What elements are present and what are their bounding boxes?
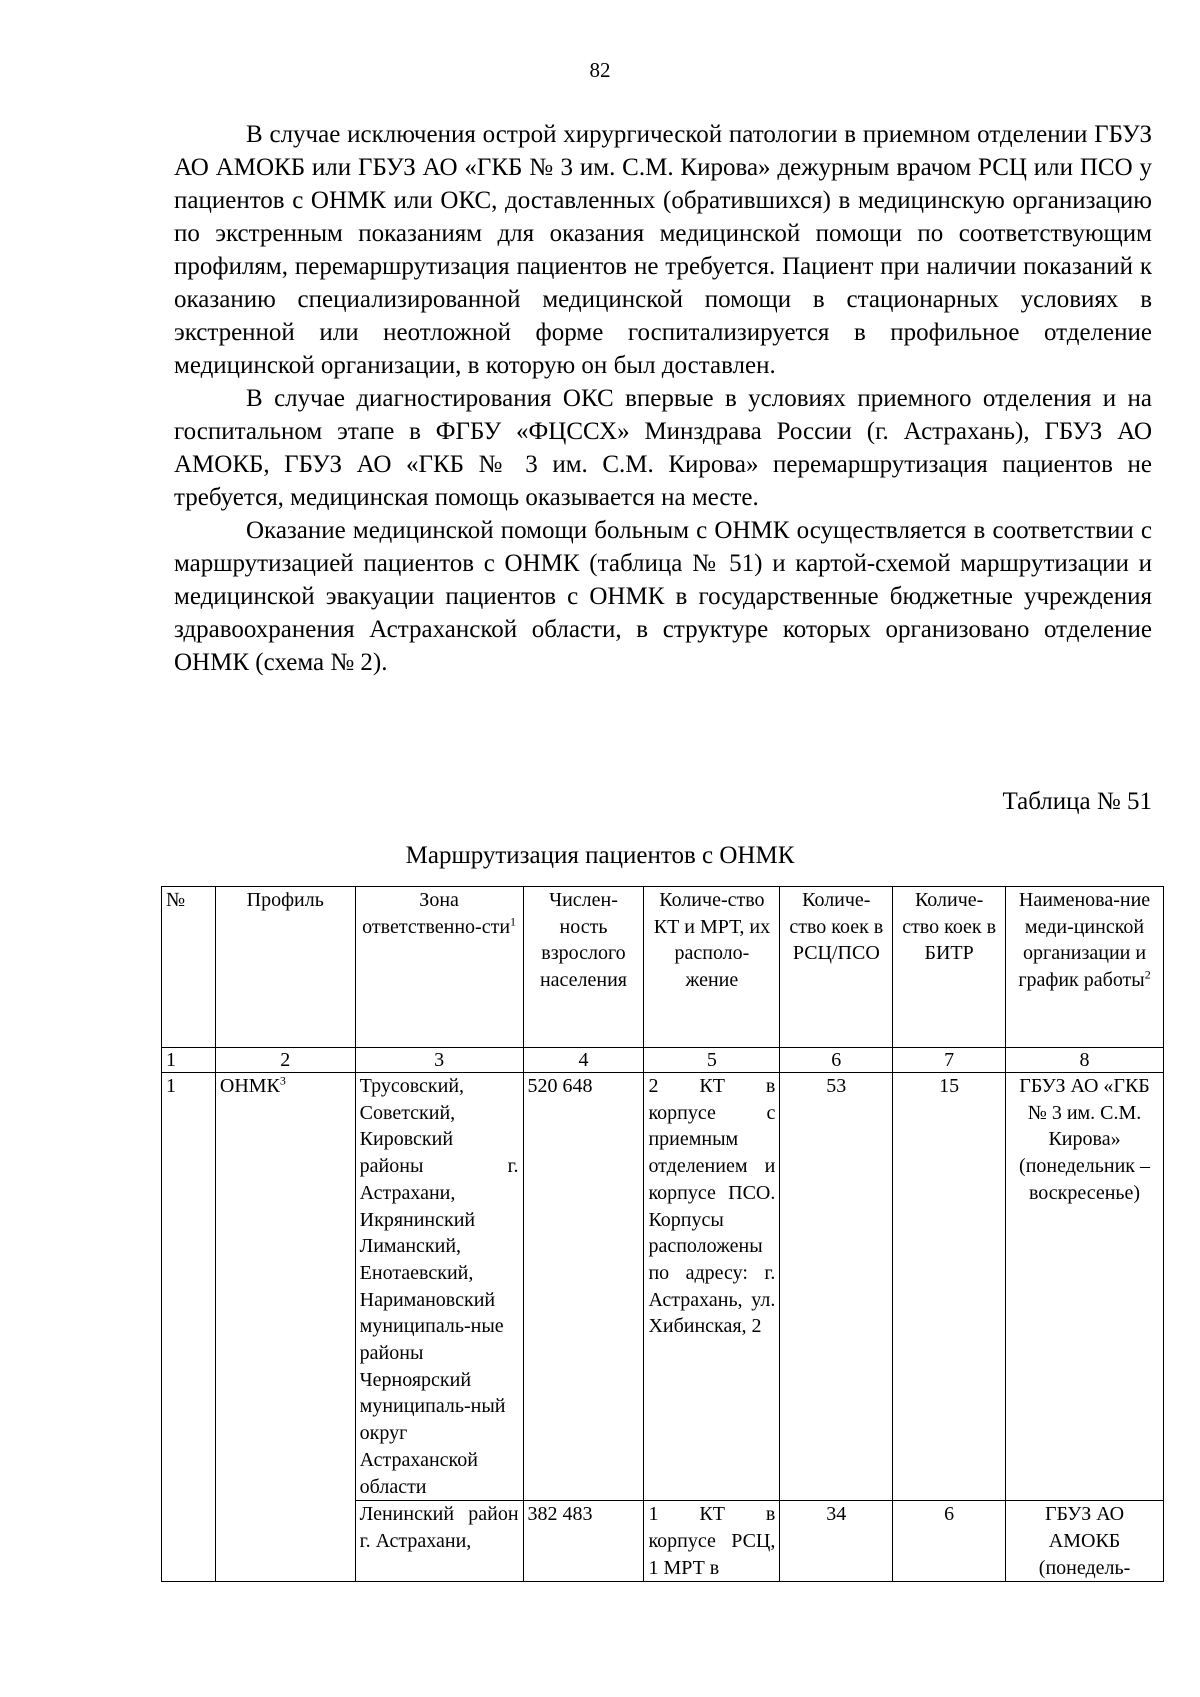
- body-text: [174, 118, 1152, 679]
- column-number: 3: [355, 1048, 523, 1073]
- header-ct-mri: Количе-ство КТ и МРТ, их располо-жение: [644, 887, 780, 1048]
- header-beds-bitr: Количе-ство коек в БИТР: [893, 887, 1006, 1048]
- row-zone: Ленинский район г. Астрахани,: [355, 1501, 523, 1582]
- table-caption: Таблица № 51: [1002, 788, 1152, 815]
- row-beds-rsc: 53: [780, 1073, 893, 1501]
- paragraph-3: Оказание медицинской помощи больным с ОНМК осуществляется в соответствии с маршрутизацией пациентов с ОНМК (таблица № 51) и картой-схемой маршрутизации и медицинской эвакуации пациентов с ОНМК в государственные бюджетные учреждения здравоохранения Астраханской области, в структуре которых организовано отделение ОНМК (схема № 2).: [174, 517, 1152, 676]
- column-number: 4: [523, 1048, 644, 1073]
- row-no: 1: [162, 1073, 216, 1582]
- header-org-text: Наименова-ние меди-цинской организации и график работы: [1018, 889, 1151, 992]
- footnote-marker: 3: [279, 1073, 286, 1088]
- paragraph-1: В случае исключения острой хирургической патологии в приемном отделении ГБУЗ АО АМОКБ или ГБУЗ АО «ГКБ № 3 им. С.М. Кирова» дежурным врачом РСЦ или ПСО у пациентов с ОНМК или ОКС, доставленных (обратившихся) в медицинскую организацию по экстренным показаниям для оказания медицинской помощи по соответствующим профилям, перемаршрутизация пациентов не требуется. Пациент при наличии показаний к оказанию специализированной медицинской помощи в стационарных условиях в экстренной или неотложной форме госпитализируется в профильное отделение медицинской организации, в которую он был доставлен.: [174, 121, 1152, 379]
- row-beds-bitr: 6: [893, 1501, 1006, 1582]
- page-number: 82: [589, 58, 611, 82]
- table-row: [162, 1073, 1164, 1501]
- footnote-marker: 1: [510, 914, 517, 929]
- row-population: 520 648: [523, 1073, 644, 1501]
- row-beds-bitr: 15: [893, 1073, 1006, 1501]
- row-profile-text: ОНМК: [219, 1075, 280, 1097]
- header-zone: [355, 887, 523, 1048]
- row-beds-rsc: 34: [780, 1501, 893, 1582]
- column-number: 1: [162, 1048, 216, 1073]
- header-profile: Профиль: [215, 887, 355, 1048]
- header-no: №: [162, 887, 216, 1048]
- header-population: Числен-ность взрослого населения: [523, 887, 644, 1048]
- paragraph-2: В случае диагностирования ОКС впервые в условиях приемного отделения и на госпитальном этапе в ФГБУ «ФЦССХ» Минздрава России (г. Астрахань), ГБУЗ АО АМОКБ, ГБУЗ АО «ГКБ № 3 им. С.М. Кирова» перемаршрутизация пациентов не требуется, медицинская помощь оказывается на месте.: [174, 385, 1152, 511]
- routing-table: [161, 886, 1164, 1582]
- header-row: [162, 887, 1164, 1048]
- column-number: 6: [780, 1048, 893, 1073]
- row-org: ГБУЗ АО «ГКБ № 3 им. С.М. Кирова» (понедельник – воскресенье): [1006, 1073, 1164, 1501]
- row-profile: [215, 1073, 355, 1582]
- header-org: [1006, 887, 1164, 1048]
- row-population: 382 483: [523, 1501, 644, 1582]
- row-ct-mri: 1 КТ в корпусе РСЦ, 1 МРТ в: [644, 1501, 780, 1582]
- row-org: ГБУЗ АО АМОКБ (понедель-: [1006, 1501, 1164, 1582]
- table-title: Маршрутизация пациентов с ОНМК: [405, 842, 795, 869]
- column-number: 5: [644, 1048, 780, 1073]
- column-number: 8: [1006, 1048, 1164, 1073]
- footnote-marker: 2: [1144, 967, 1151, 982]
- column-number: 2: [215, 1048, 355, 1073]
- row-zone: Трусовский, Советский, Кировский районы г. Астрахани, Икрянинский Лиманский, Енотаевский, Наримановский муниципаль-ные районы Черноярский муниципаль-ный округ Астраханской области: [355, 1073, 523, 1501]
- column-number: 7: [893, 1048, 1006, 1073]
- header-beds-rsc: Количе-ство коек в РСЦ/ПСО: [780, 887, 893, 1048]
- column-number-row: [162, 1048, 1164, 1073]
- header-zone-text: Зона ответственно-сти: [362, 889, 511, 938]
- row-ct-mri: 2 КТ в корпусе с приемным отделением и корпусе ПСО. Корпусы расположены по адресу: г. Астрахань, ул. Хибинская, 2: [644, 1073, 780, 1501]
